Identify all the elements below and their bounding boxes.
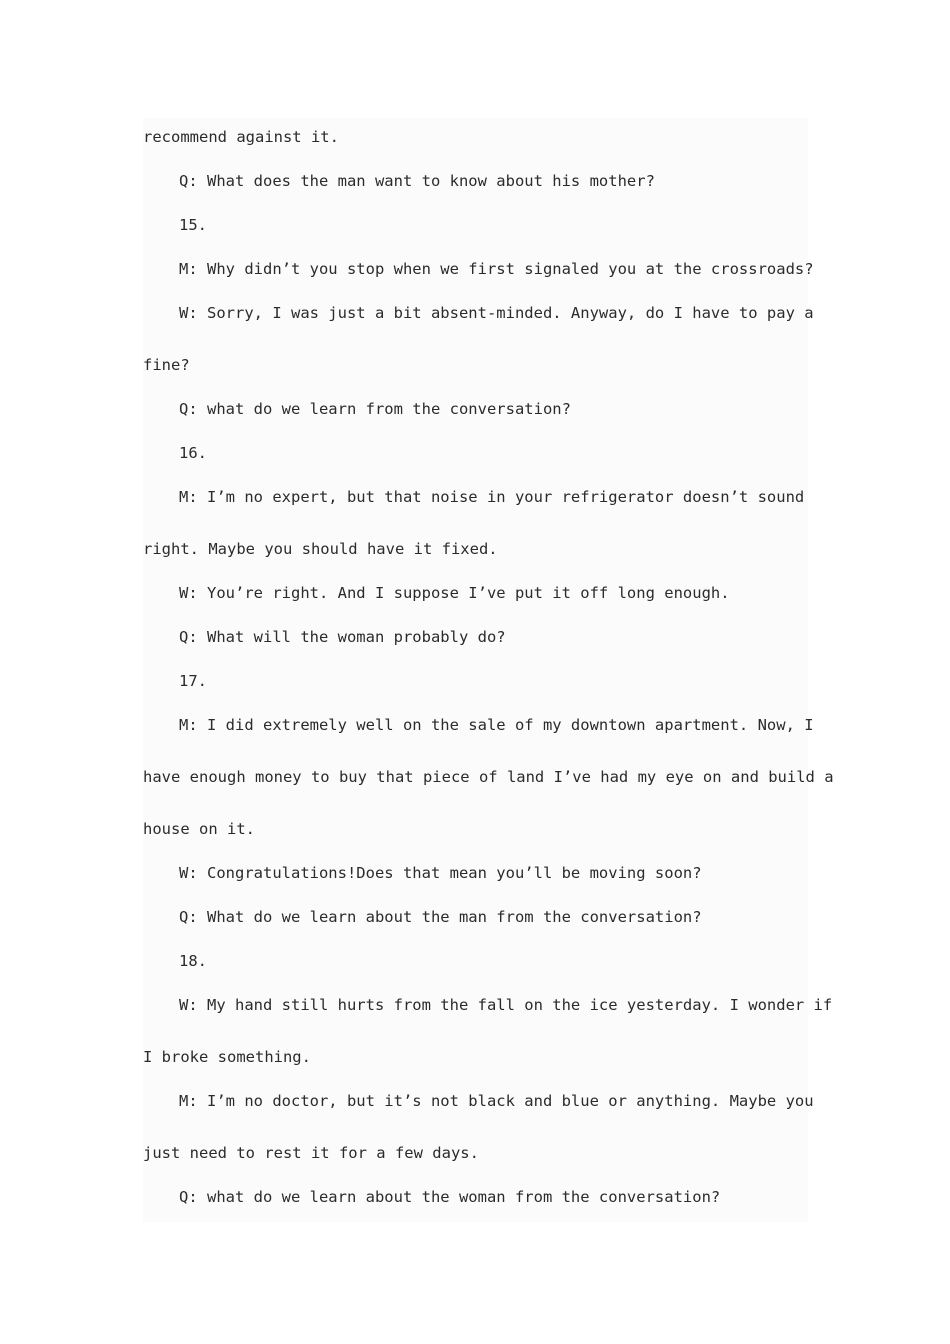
text-line: Q: What will the woman probably do? [179,628,506,646]
text-line: right. Maybe you should have it fixed. [143,540,498,558]
text-line: fine? [143,356,190,374]
text-line: house on it. [143,820,255,838]
question-number: 16. [179,444,207,462]
text-line: M: Why didn’t you stop when we first signaled you at the crossroads? [179,260,814,278]
text-line: Q: what do we learn about the woman from the conversation? [179,1188,721,1206]
text-line: M: I’m no expert, but that noise in your refrigerator doesn’t sound [179,488,805,506]
question-number: 17. [179,672,207,690]
text-line: M: I did extremely well on the sale of my downtown apartment. Now, I [179,716,814,734]
transcript-text [143,118,834,1222]
question-number: 18. [179,952,207,970]
question-number: 15. [179,216,207,234]
text-line: W: You’re right. And I suppose I’ve put it off long enough. [179,584,730,602]
text-line: M: I’m no doctor, but it’s not black and blue or anything. Maybe you [179,1092,814,1110]
text-line: Q: What do we learn about the man from the conversation? [179,908,702,926]
text-line: have enough money to buy that piece of land I’ve had my eye on and build a [143,768,834,786]
text-line: recommend against it. [143,128,339,146]
text-line: Q: what do we learn from the conversation? [179,400,571,418]
text-line: Q: What does the man want to know about his mother? [179,172,655,190]
text-line: just need to rest it for a few days. [143,1144,479,1162]
text-line: W: My hand still hurts from the fall on the ice yesterday. I wonder if [179,996,833,1014]
text-line: W: Congratulations!Does that mean you’ll be moving soon? [179,864,702,882]
text-line: W: Sorry, I was just a bit absent-minded. Anyway, do I have to pay a [179,304,814,322]
text-line: I broke something. [143,1048,311,1066]
